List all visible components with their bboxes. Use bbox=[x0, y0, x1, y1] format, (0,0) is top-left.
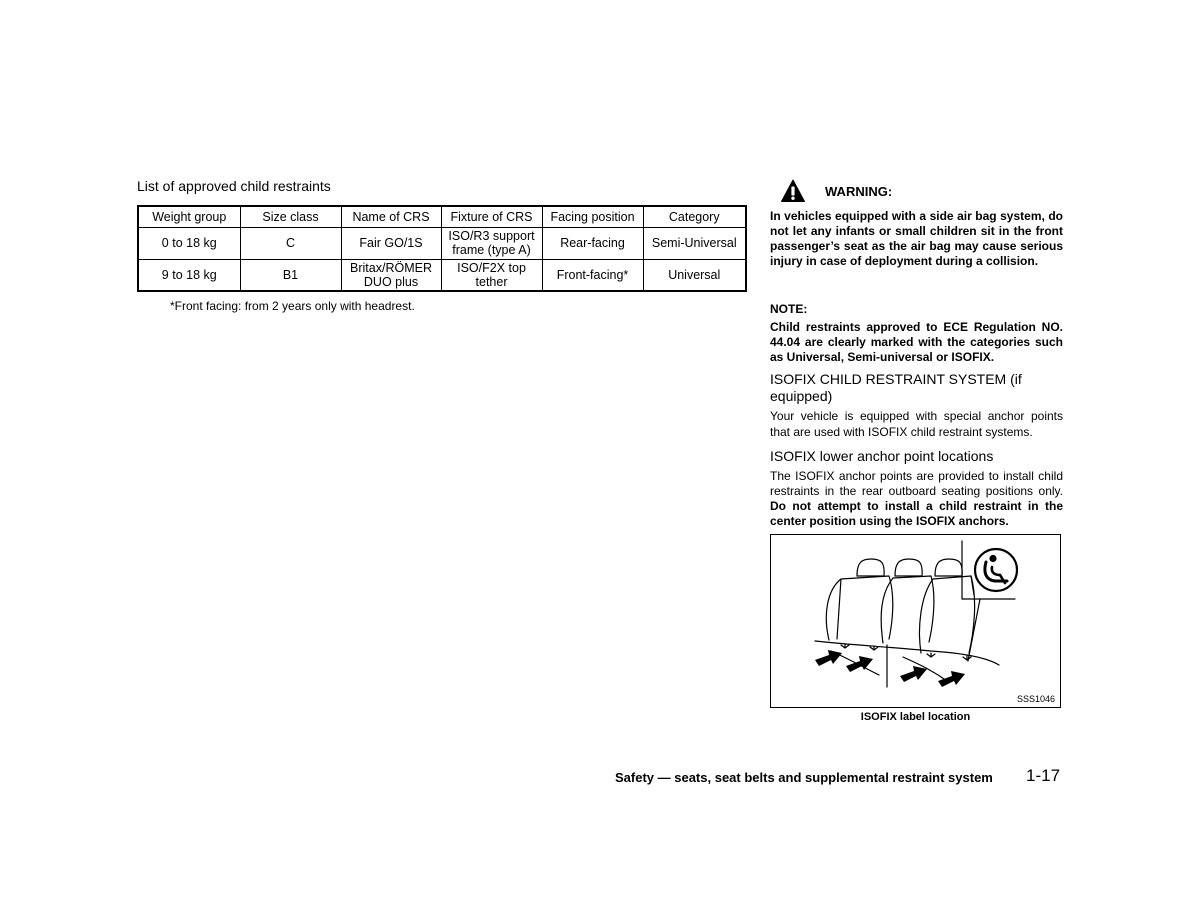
warning-text: In vehicles equipped with a side air bag system, do not let any infants or small children sit in the front passenger’s seat as the air bag may cause serious injury in case of deployment during a collision. bbox=[770, 209, 1063, 268]
table-title: List of approved child restraints bbox=[137, 178, 331, 194]
table-cell: ISO/R3 support frame (type A) bbox=[441, 227, 542, 259]
table-cell: C bbox=[240, 227, 341, 259]
warning-triangle-icon bbox=[781, 179, 805, 203]
arrow-icons bbox=[771, 535, 1060, 707]
table-cell: Britax/RÖMER DUO plus bbox=[341, 259, 441, 291]
lower-anchor-text bbox=[770, 469, 1063, 529]
table-cell: ISO/F2X top tether bbox=[441, 259, 542, 291]
lower-anchor-text-plain: The ISOFIX anchor points are provided to install child restraints in the rear outboard seating positions only. bbox=[770, 469, 1063, 498]
arrow-icon bbox=[938, 671, 965, 687]
footer-section-title: Safety — seats, seat belts and supplemental restraint system bbox=[615, 770, 993, 785]
note-text: Child restraints approved to ECE Regulation NO. 44.04 are clearly marked with the categories such as Universal, Semi-universal or ISOFIX. bbox=[770, 320, 1063, 364]
isofix-figure bbox=[770, 534, 1061, 708]
lower-anchor-heading: ISOFIX lower anchor point locations bbox=[770, 448, 994, 464]
table-cell: Semi-Universal bbox=[643, 227, 746, 259]
arrow-icon bbox=[900, 666, 927, 682]
table-cell: Rear-facing bbox=[542, 227, 643, 259]
table-header-row bbox=[138, 206, 746, 227]
table-cell: B1 bbox=[240, 259, 341, 291]
table-cell: Fair GO/1S bbox=[341, 227, 441, 259]
table-cell: 9 to 18 kg bbox=[138, 259, 240, 291]
warning-title: WARNING: bbox=[825, 184, 893, 199]
header-weight-group: Weight group bbox=[138, 206, 240, 227]
isofix-heading: ISOFIX CHILD RESTRAINT SYSTEM (if equipped) bbox=[770, 371, 1022, 404]
isofix-text: Your vehicle is equipped with special anchor points that are used with ISOFIX child restraint systems. bbox=[770, 409, 1063, 439]
table-row bbox=[138, 227, 746, 259]
child-restraints-table bbox=[137, 205, 747, 292]
figure-caption: ISOFIX label location bbox=[860, 711, 971, 723]
arrow-icon bbox=[815, 650, 842, 666]
table-cell: Front-facing* bbox=[542, 259, 643, 291]
arrow-icon bbox=[846, 656, 873, 672]
table-row bbox=[138, 259, 746, 291]
warning-header bbox=[781, 179, 981, 205]
page-number: 1-17 bbox=[1026, 766, 1061, 785]
header-category: Category bbox=[643, 206, 746, 227]
figure-code: SSS1046 bbox=[1016, 694, 1055, 704]
header-fixture-of-crs: Fixture of CRS bbox=[441, 206, 542, 227]
header-name-of-crs: Name of CRS bbox=[341, 206, 441, 227]
table-footnote: *Front facing: from 2 years only with headrest. bbox=[170, 299, 415, 313]
note-title: NOTE: bbox=[770, 302, 808, 316]
table-cell: Universal bbox=[643, 259, 746, 291]
lower-anchor-text-bold: Do not attempt to install a child restraint in the center position using the ISOFIX anchors. bbox=[770, 499, 1063, 528]
header-facing-position: Facing position bbox=[542, 206, 643, 227]
header-size-class: Size class bbox=[240, 206, 341, 227]
table-cell: 0 to 18 kg bbox=[138, 227, 240, 259]
